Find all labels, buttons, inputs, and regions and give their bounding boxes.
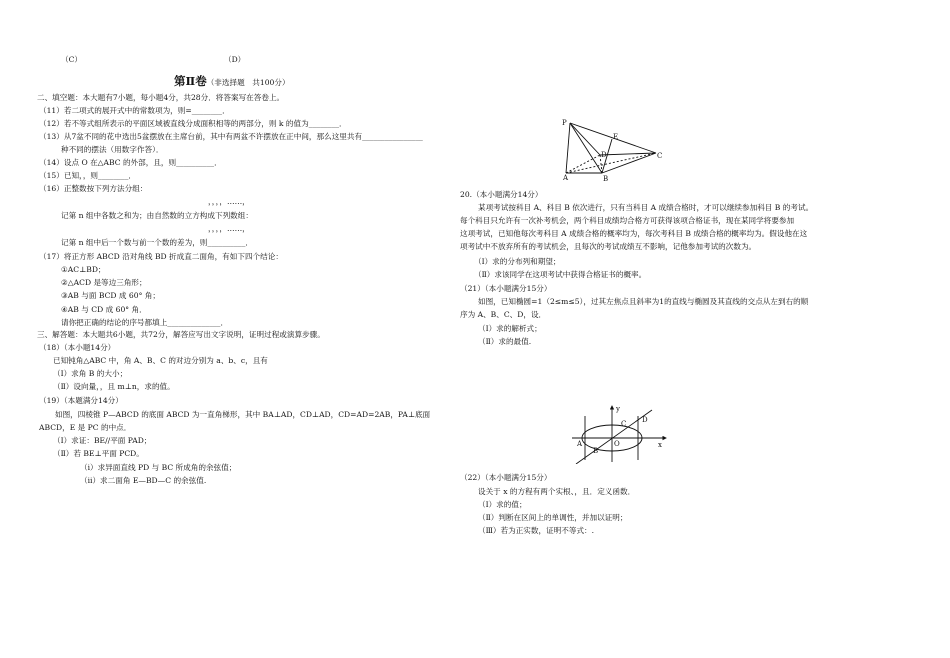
question-19-part-2-ii: （ii）求二面角 E—BD—C 的余弦值. (80, 476, 207, 485)
question-14: （14）设点 O 在△ABC 的外部，且，则__________． (39, 158, 222, 167)
question-20-part-1: （Ⅰ）求的分布列和期望； (474, 257, 561, 266)
question-16-group-1: ，，，，……， (208, 197, 250, 206)
question-19-part-1: （Ⅰ）求证：BE//平面 PAD； (53, 436, 152, 445)
question-20-stem-1: 某项考试按科目 A、科目 B 依次进行，只有当科目 A 成绩合格时，才可以继续参加科目 B 的考试。 (478, 203, 814, 212)
slope-line (576, 410, 652, 464)
question-22-part-2: （Ⅱ）判断在区间上的单调性，并加以证明； (478, 513, 628, 522)
section-title: 第Ⅱ卷 (174, 74, 207, 88)
question-20-stem-3: 这项考试，已知他每次考科目 A 成绩合格的概率均为，每次考科目 B 成绩合格的概率均为。假设他在这 (460, 229, 808, 238)
question-16-line-2: 记第 n 组中各数之和为；由自然数的立方构成下列数组： (61, 211, 253, 220)
ellipse-label-b: B (593, 447, 599, 455)
question-13: （13）从7盆不同的花中选出5盆摆放在主席台前，其中有两盆不许摆放在正中间，那么这里共有________________ (39, 132, 423, 141)
section-subtitle: （非选择题 共100分） (206, 78, 290, 87)
question-22-stem: 设关于 x 的方程有两个实根、，且．定义函数． (478, 487, 636, 496)
pyramid-label-c: C (657, 152, 663, 160)
question-13-cont: 种不同的摆法（用数字作答）． (61, 145, 164, 154)
question-11: （11）若二项式的展开式中的常数项为，则=________． (39, 106, 230, 115)
option-d-label: （D） (224, 55, 246, 64)
pyramid-figure (560, 115, 670, 183)
question-17-item-1: ①AC⊥BD； (61, 265, 106, 274)
question-19: （19）（本题满分14分） (39, 396, 123, 405)
question-17-item-4: ④AB 与 CD 成 60° 角． (61, 305, 147, 314)
fill-blank-header: 二、填空题：本大题有7小题，每小题4分，共28分．将答案写在答卷上。 (37, 93, 285, 102)
question-17: （17）将正方形 ABCD 沿对角线 BD 折成直二面角，有如下四个结论： (39, 252, 283, 261)
question-18-part-1: （Ⅰ）求角 B 的大小； (53, 369, 128, 378)
ellipse-label-c: C (621, 420, 627, 428)
ellipse-label-y: y (616, 405, 620, 413)
option-c-label: （C） (61, 55, 82, 64)
question-17-item-3: ③AB 与面 BCD 成 60° 角； (61, 291, 160, 300)
edge-pb (570, 123, 602, 173)
question-21-stem-1: 如图，已知椭圆=1（2≤m≤5），过其左焦点且斜率为1的直线与椭圆及其直线的交点从左到右的顺 (478, 297, 809, 306)
question-16-line-3: 记第 n 组中后一个数与前一个数的差为，则__________． (61, 238, 253, 247)
question-15: （15）已知，，则________． (39, 171, 136, 180)
ellipse-label-d: D (642, 416, 648, 424)
question-16-group-2: ，，，，……， (208, 224, 250, 233)
question-21-stem-2: 序为 A、B、C、D，设． (460, 310, 547, 319)
question-21-part-1: （Ⅰ）求的解析式； (478, 324, 542, 333)
ellipse-label-o: O (614, 440, 620, 448)
pyramid-label-e: E (613, 133, 619, 141)
edge-pa (566, 123, 570, 173)
question-19-stem-cont: ABCD，E 是 PC 的中点． (39, 423, 132, 432)
pyramid-label-b: B (603, 175, 609, 183)
question-20-stem-4: 项考试中不放弃所有的考试机会，且每次的考试成绩互不影响，记他参加考试的次数为。 (460, 242, 757, 251)
question-17-answer: 请你把正确的结论的序号都填上______________． (61, 318, 229, 327)
question-19-part-2: （Ⅱ）若 BE⊥平面 PCD。 (53, 449, 144, 458)
solve-header: 三、解答题：本大题共6小题，共72分，解答应写出文字说明，证明过程或演算步骤。 (37, 330, 325, 339)
section-heading (174, 76, 290, 88)
edge-dc (600, 153, 656, 155)
question-22: （22）（本小题满分15分） (460, 473, 552, 482)
question-22-part-3: （Ⅲ）若为正实数，证明不等式：. (478, 526, 595, 535)
pyramid-label-a: A (563, 174, 569, 182)
question-17-item-2: ②△ACD 是等边三角形； (61, 278, 147, 287)
question-16: （16）正整数按下列方法分组： (39, 184, 148, 193)
question-20-stem-2: 每个科目只允许有一次补考机会，两个科目成绩均合格方可获得该项合格证书，现在某同学将要参加 (460, 216, 795, 225)
pyramid-label-d: D (601, 151, 607, 159)
question-21: （21）（本小题满分15分） (460, 284, 552, 293)
question-20: 20.（本小题满分14分） (460, 190, 543, 199)
ellipse-figure (570, 402, 670, 464)
pyramid-label-p: P (562, 119, 567, 127)
ellipse-label-a: A (577, 440, 583, 448)
question-18-stem: 已知钝角△ABC 中，角 A、B、C 的对边分别为 a、b、c，且有 (53, 356, 268, 365)
question-12: （12）若不等式组所表示的平面区域被直线分成面积相等的两部分，则 k 的值为________． (39, 119, 347, 128)
edge-ad-hidden (566, 155, 600, 173)
ellipse-label-x: x (658, 441, 662, 449)
question-18-part-2: （Ⅱ）设向量，，且 m⊥n，求的值。 (53, 382, 175, 391)
question-22-part-1: （Ⅰ）求的值； (478, 500, 527, 509)
question-18: （18）（本小题14分） (39, 343, 116, 352)
question-19-stem: 如图，四棱锥 P—ABCD 的底面 ABCD 为一直角梯形，其中 BA⊥AD，CD⊥AD，CD=AD=2AB，PA⊥底面 (55, 410, 431, 419)
question-20-part-2: （Ⅱ）求该同学在这项考试中获得合格证书的概率。 (474, 270, 647, 279)
question-19-part-2-i: （i）求异面直线 PD 与 BC 所成角的余弦值； (80, 463, 237, 472)
question-21-part-2: （Ⅱ）求的最值. (478, 337, 532, 346)
